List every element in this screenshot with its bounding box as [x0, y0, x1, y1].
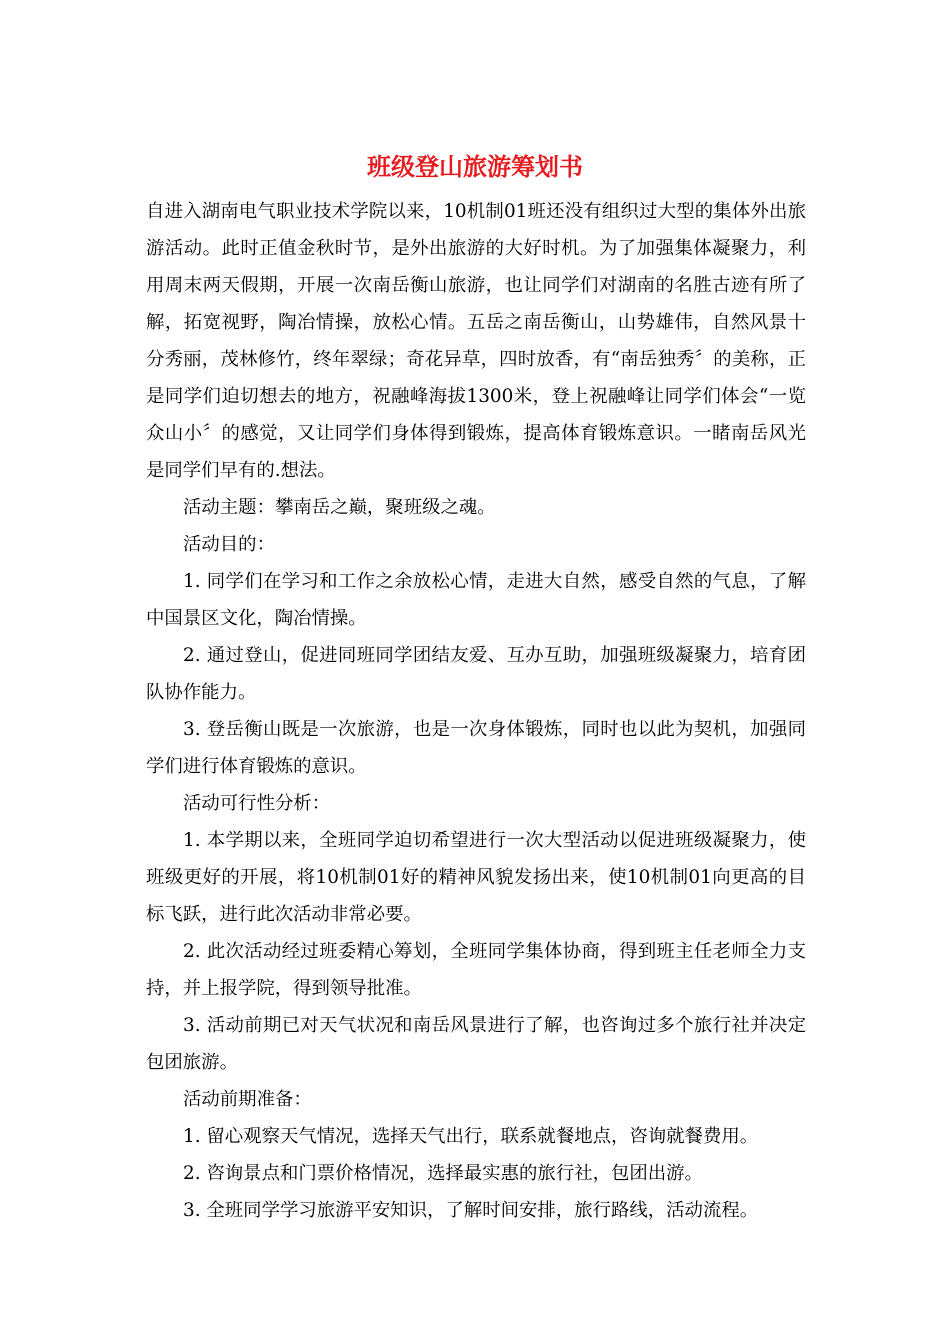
- preparation-heading: 活动前期准备：: [183, 1089, 312, 1110]
- feasibility-item-2: 2. 此次活动经过班委精心筹划，全班同学集体协商，得到班主任老师全力支持，并上报学院，得到领导批准。: [146, 941, 806, 999]
- purpose-item-1: 1. 同学们在学习和工作之余放松心情，走进大自然，感受自然的气息，了解中国景区文化，陶冶情操。: [146, 571, 806, 629]
- feasibility-item-1: 1. 本学期以来，全班同学迫切希望进行一次大型活动以促进班级凝聚力，使班级更好的开展，将10机制01好的精神风貌发扬出来，使10机制01向更高的目标飞跃，进行此次活动非常必要。: [146, 830, 806, 925]
- preparation-item-3: 3. 全班同学学习旅游平安知识，了解时间安排，旅行路线，活动流程。: [183, 1200, 759, 1221]
- preparation-item-2: 2. 咨询景点和门票价格情况，选择最实惠的旅行社，包团出游。: [183, 1163, 703, 1184]
- feasibility-item-3: 3. 活动前期已对天气状况和南岳风景进行了解，也咨询过多个旅行社并决定包团旅游。: [146, 1015, 806, 1073]
- purpose-item-2: 2. 通过登山，促进同班同学团结友爱、互办互助，加强班级凝聚力，培育团队协作能力。: [146, 645, 806, 703]
- document-body: [146, 193, 806, 1229]
- intro-paragraph: 自进入湖南电气职业技术学院以来，10机制01班还没有组织过大型的集体外出旅游活动。此时正值金秋时节，是外出旅游的大好时机。为了加强集体凝聚力，利用周末两天假期，开展一次南岳衡山旅游，也让同学们对湖南的名胜古迹有所了解，拓宽视野，陶冶情操，放松心情。五岳之南岳衡山，山势雄伟，自然风景十分秀丽，茂林修竹，终年翠绿；奇花异草，四时放香，有“南岳独秀〞的美称，正是同学们迫切想去的地方，祝融峰海拔1300米，登上祝融峰让同学们体会“一览众山小〞的感觉，又让同学们身体得到锻炼，提高体育锻炼意识。一睹南岳风光是同学们早有的.想法。: [146, 201, 806, 481]
- purpose-heading: 活动目的：: [183, 534, 275, 555]
- feasibility-heading: 活动可行性分析：: [183, 793, 331, 814]
- activity-theme: 活动主题：攀南岳之巅，聚班级之魂。: [183, 497, 496, 518]
- document-title: 班级登山旅游筹划书: [367, 152, 583, 181]
- purpose-item-3: 3. 登岳衡山既是一次旅游，也是一次身体锻炼，同时也以此为契机，加强同学们进行体育锻炼的意识。: [146, 719, 806, 777]
- preparation-item-1: 1. 留心观察天气情况，选择天气出行，联系就餐地点，咨询就餐费用。: [183, 1126, 759, 1147]
